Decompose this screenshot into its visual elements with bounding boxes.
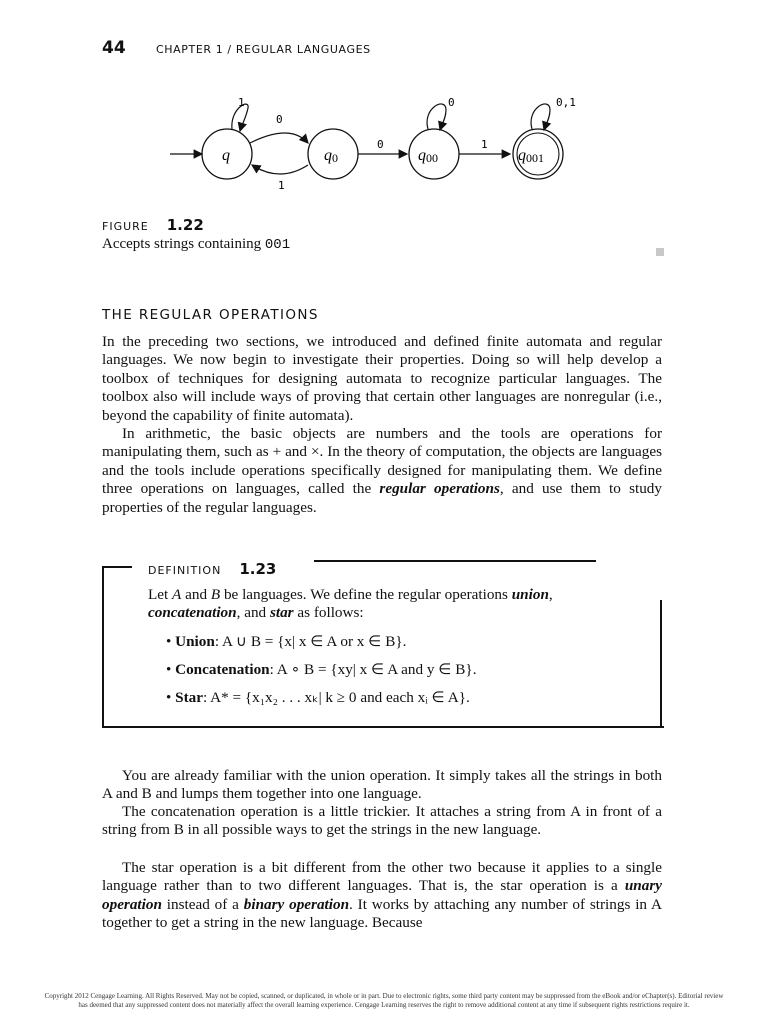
- label-loop-q00: 0: [448, 96, 455, 109]
- definition-intro: Let A and B be languages. We define the regular operations union, concatenation, and star as follows:: [148, 586, 553, 622]
- label-state-q0: q0: [324, 147, 338, 165]
- paragraph-3: You are already familiar with the union operation. It simply takes all the strings in both A and B and lumps them together into one language.: [102, 767, 662, 803]
- figure-caption: Accepts strings containing 001: [102, 236, 291, 253]
- copyright-footer: Copyright 2012 Cengage Learning. All Rights Reserved. May not be copied, scanned, or duplicated, in whole or in part. Due to electronic rights, some third party content may be suppressed from the eBook and/or eChapter(s). Editorial review has deemed that any suppressed content does not materially affect the overall learning experience. Cengage Learning reserves the right to remove additional content at any time if subsequent rights restrictions require it.: [44, 992, 724, 1009]
- loop-q00: [427, 104, 446, 130]
- definition-label: DEFINITION 1.23: [148, 560, 277, 578]
- definition-concatenation: • Concatenation: A ∘ B = {xy| x ∈ A and y ∈ B}.: [166, 661, 477, 678]
- label-loop-q: 1: [238, 96, 245, 109]
- paragraph-1: In the preceding two sections, we introduced and defined finite automata and regular languages. We now begin to investigate their properties. Doing so will help develop a toolbox of techniques for designing automata to recognize particular languages. The toolbox also will include ways of proving that certain other languages are nonregular (i.e., beyond the capability of finite automata).: [102, 333, 662, 424]
- label-q0-q00: 0: [377, 138, 384, 151]
- definition-union: • Union: A ∪ B = {x| x ∈ A or x ∈ B}.: [166, 633, 407, 650]
- loop-q001: [531, 104, 550, 130]
- section-heading: THE REGULAR OPERATIONS: [102, 307, 319, 323]
- label-loop-q001: 0,1: [556, 96, 576, 109]
- label-q00-q001: 1: [481, 138, 488, 151]
- label-state-q: q: [222, 147, 230, 164]
- dfa-diagram: [160, 88, 580, 200]
- paragraph-4: The concatenation operation is a little trickier. It attaches a string from A in front of a string from B in all possible ways to get the strings in the new language.: [102, 803, 662, 839]
- label-state-q001: q001: [518, 147, 544, 165]
- paragraph-5: The star operation is a bit different from the other two because it applies to a single language rather than to two different languages. That is, the star operation is a unary operation instead of a binary operation. It works by attaching any number of strings in A together to get a string in the new language. Because: [102, 859, 663, 932]
- label-state-q00: q00: [418, 147, 438, 165]
- edge-q-q0: [250, 133, 308, 143]
- definition-number: 1.23: [239, 560, 277, 578]
- label-q-q0: 0: [276, 113, 283, 126]
- edge-q0-q: [252, 165, 308, 174]
- figure-label: FIGURE 1.22: [102, 216, 204, 234]
- figure-number: 1.22: [166, 216, 204, 234]
- running-head: CHAPTER 1 / REGULAR LANGUAGES: [156, 43, 371, 56]
- definition-star: • Star: A* = {x₁x₂ . . . xₖ| k ≥ 0 and each xᵢ ∈ A}.: [166, 689, 470, 706]
- end-of-figure-marker: [656, 248, 664, 256]
- page-number: 44: [102, 38, 126, 58]
- label-q0-q: 1: [278, 179, 285, 192]
- paragraph-2: In arithmetic, the basic objects are numbers and the tools are operations for manipulating them, such as + and ×. In the theory of computation, the objects are languages and the tools include operations specifically designed for manipulating them. We define three operations on languages, called the regular operations, and use them to study properties of the regular languages.: [102, 425, 662, 516]
